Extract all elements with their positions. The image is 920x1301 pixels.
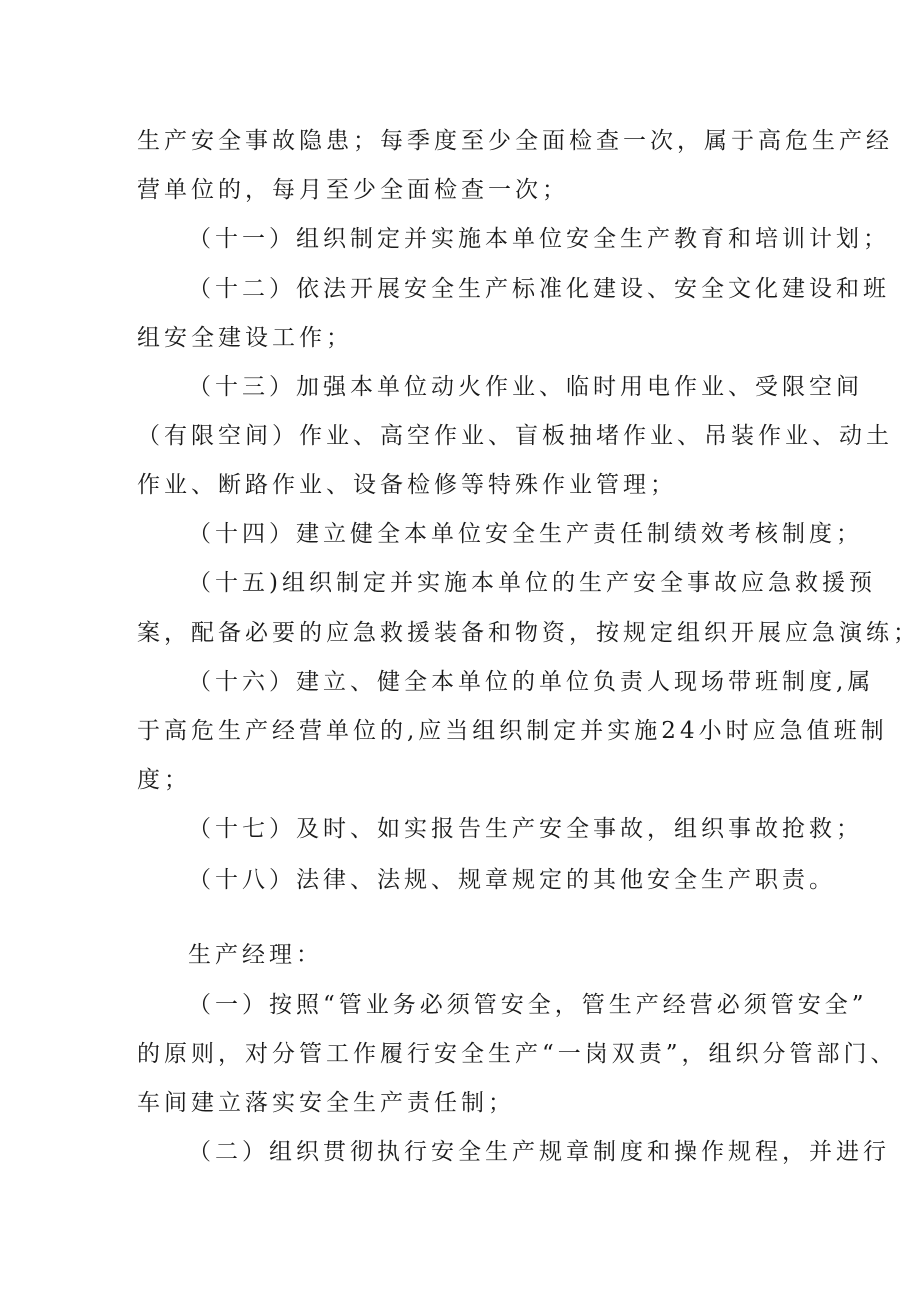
section-heading: 生产经理： bbox=[188, 942, 323, 968]
text-line: 营单位的，每月至少全面检查一次； bbox=[137, 177, 569, 203]
text-line: 作业、断路作业、设备检修等特殊作业管理； bbox=[137, 472, 677, 498]
text-line: （十四）建立健全本单位安全生产责任制绩效考核制度； bbox=[188, 521, 863, 547]
text-line: （十一）组织制定并实施本单位安全生产教育和培训计划； bbox=[188, 226, 890, 252]
text-line: 车间建立落实安全生产责任制； bbox=[137, 1090, 515, 1116]
text-line: （十五)组织制定并实施本单位的生产安全事故应急救援预 bbox=[188, 570, 876, 596]
text-line: 度； bbox=[137, 767, 191, 793]
text-line: （十六）建立、健全本单位的单位负责人现场带班制度,属 bbox=[188, 669, 875, 695]
text-line: 生产安全事故隐患；每季度至少全面检查一次，属于高危生产经 bbox=[137, 128, 893, 154]
text-line: （十三）加强本单位动火作业、临时用电作业、受限空间 bbox=[188, 374, 863, 400]
text-line: （一）按照“管业务必须管安全，管生产经营必须管安全” bbox=[188, 992, 868, 1018]
text-line: 的原则，对分管工作履行安全生产“一岗双责”，组织分管部门、 bbox=[137, 1041, 898, 1067]
text-line: （十二）依法开展安全生产标准化建设、安全文化建设和班 bbox=[188, 276, 890, 302]
text-line: 于高危生产经营单位的,应当组织制定并实施24小时应急值班制 bbox=[137, 718, 888, 744]
text-line: （十八）法律、法规、规章规定的其他安全生产职责。 bbox=[188, 867, 836, 893]
text-line: （十七）及时、如实报告生产安全事故，组织事故抢救； bbox=[188, 816, 863, 842]
text-line: （二）组织贯彻执行安全生产规章制度和操作规程，并进行 bbox=[188, 1139, 890, 1165]
text-line: （有限空间）作业、高空作业、盲板抽堵作业、吊装作业、动土 bbox=[137, 423, 893, 449]
text-line: 组安全建设工作； bbox=[137, 325, 353, 351]
text-line: 案，配备必要的应急救援装备和物资，按规定组织开展应急演练； bbox=[137, 620, 920, 646]
